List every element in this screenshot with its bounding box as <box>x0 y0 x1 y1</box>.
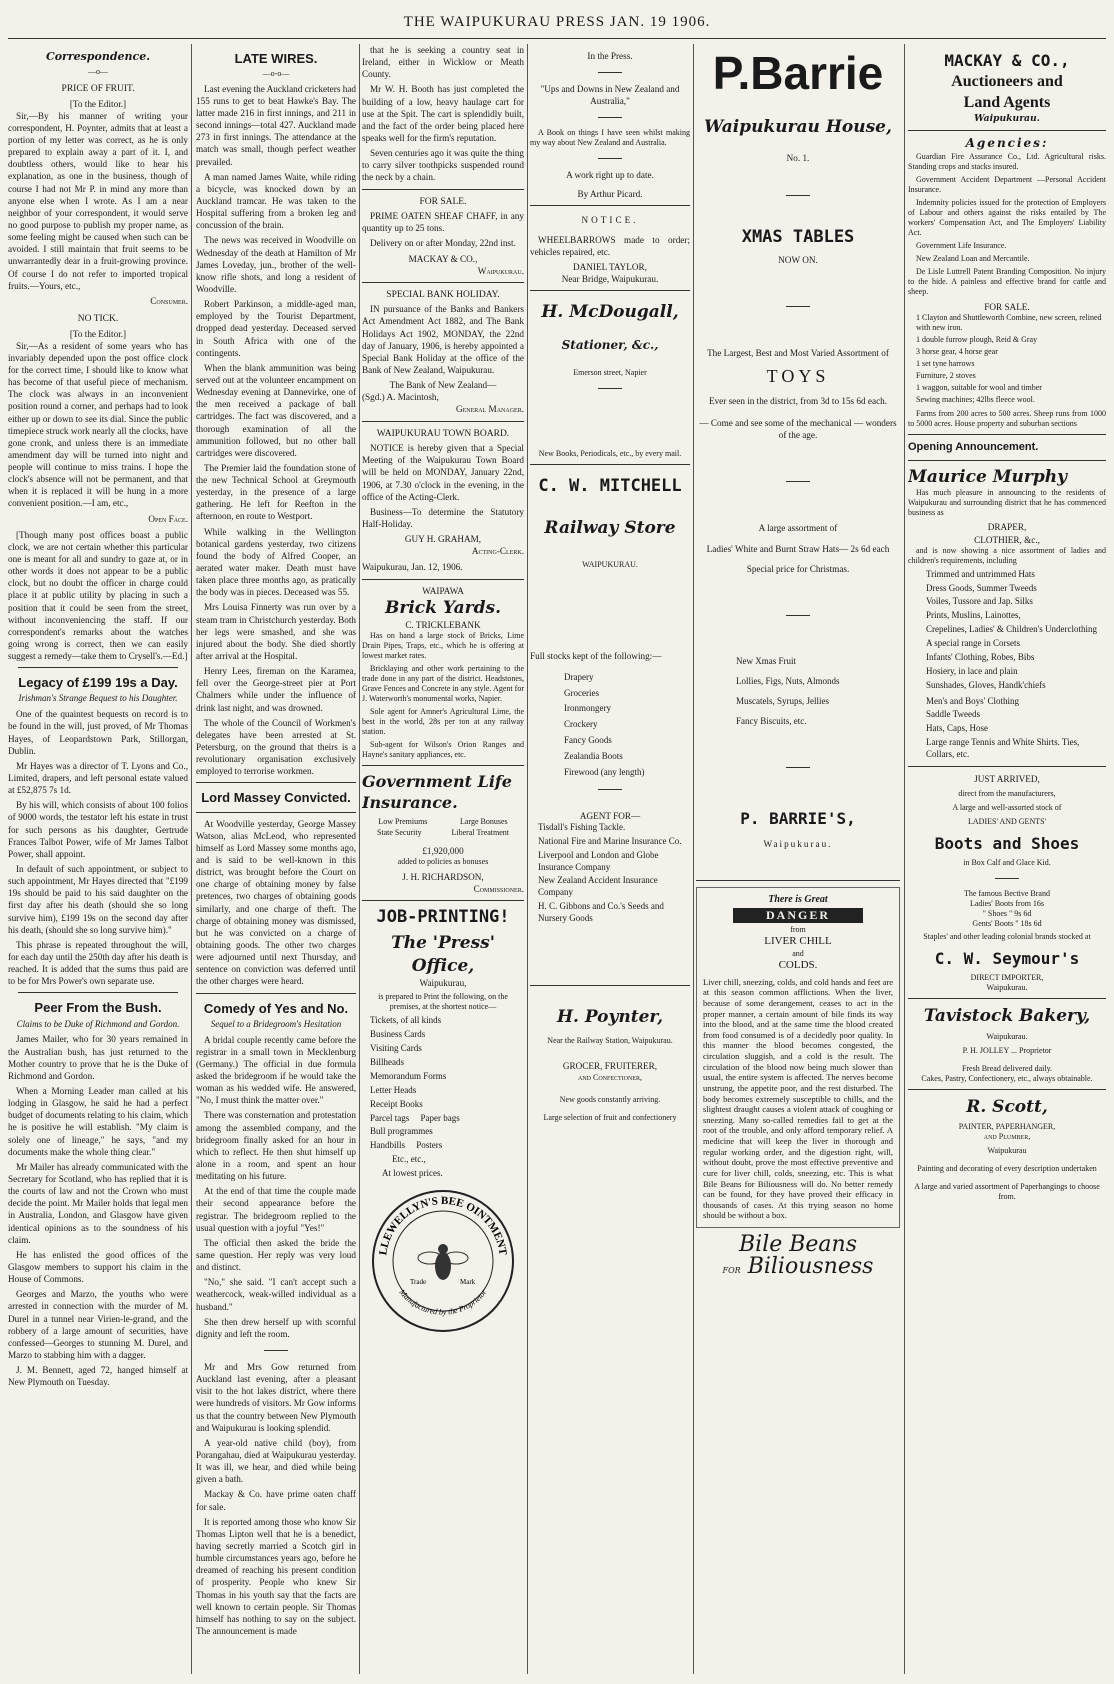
paragraph: James Mailer, who for 30 years remained in the Australian bush, has just returned to the Mother country to prove that he is the Duke of Richmond and Gordon. <box>8 1034 188 1081</box>
short-divider <box>598 158 622 159</box>
ad-line: CLOTHIER, &c., <box>974 534 1040 545</box>
ad-subtitle: and Confectioner, <box>577 1072 642 1082</box>
ad-line: PAINTER, PAPERHANGER, <box>958 1122 1056 1132</box>
list-item: Saddle Tweeds <box>926 709 980 720</box>
ad-line: Ever seen in the district, from 3d to 15s 6d each. <box>708 396 888 407</box>
list-item: Memorandum Forms <box>370 1070 447 1081</box>
column-1 <box>8 44 188 1674</box>
bile-logo-4: Biliousness <box>747 1254 874 1280</box>
short-divider <box>598 72 622 73</box>
column-rule <box>693 44 694 1674</box>
paragraph: One of the quaintest bequests on record is to be found in the will, just proved, of Mr Thomas Hayes, of Leopardstown Park, Stillorgan, Dublin. <box>8 709 188 756</box>
ad-body: New Zealand Loan and Mercantile. <box>916 254 1030 264</box>
article-title: Legacy of £199 19s a Day. <box>18 675 178 691</box>
seal-trade: Trade <box>410 1277 427 1286</box>
ad-place: Waipukurau. <box>763 838 833 849</box>
ad-line: A work right up to date. <box>566 170 654 181</box>
ad-subtitle: Stationer, &c., <box>561 337 659 352</box>
ad-title: FOR SALE. <box>419 196 467 207</box>
signer: GUY H. GRAHAM, <box>404 534 482 545</box>
divider <box>530 290 690 291</box>
ad-body: Large selection of fruit and confectionery <box>543 1112 677 1122</box>
divider <box>908 766 1106 767</box>
column-rule <box>904 44 905 1674</box>
divider <box>362 900 524 901</box>
short-divider <box>786 195 810 196</box>
bile-liver: LIVER CHILL <box>764 935 832 948</box>
paragraph: This phrase is repeated throughout the will, for each day until the 250th day after his death is reached. It is added that the sums thus paid are to be for Mrs Power's own separate use. <box>8 939 188 987</box>
ad-title: Insurance. <box>362 793 458 813</box>
ad-body: De Lisle Luttrell Patent Branding Composition. No injury to the hide. A painless and effective brand for cattle and sheep. <box>908 267 1106 297</box>
ad-body: Government Life Insurance. <box>916 241 1007 251</box>
paragraph: The official then asked the bride the same question. Her reply was very loud and distinct. <box>196 1237 356 1273</box>
short-divider <box>786 615 810 616</box>
ad-title: AGENT FOR— <box>579 810 641 821</box>
editor-note: [Though many post offices boast a public clock, we are not certain whether this particular one is meant for all and sundry to gaze at, or in other words it does not appear to be a public clock, but no doubt the officer in charge could place it at public utility by placing in such a position that it could be seen from the street, without inconveniencing the staff. If our correspondent's remarks about the watches going wrong is correct, then we can easily suggest a remedy—take them to Crysell's.—Ed.] <box>8 529 188 662</box>
ad-body: Business—To determine the Statutory Half-Holiday. <box>362 506 524 529</box>
letter-body: Sir,—As a resident of some years who has invariably depended upon the post office clock for the correct time, I should like to know what has become of that useful piece of mechanism. The clock was always in an inconvenient position round a corner, and perhaps had to look either up or down to see its dial. Since the public timepiece struck work nearly all the clocks, have gone cronk, and unless there is an immediate amendment day will be turned into night and people will continue to miss trains. I hope the clock's absence will not be permanent, and that when it is replaced it will be hung in a more convenient position.—I am, etc., <box>8 340 188 509</box>
ad-body: Guardian Fire Assurance Co., Ltd. Agricultural risks. Standing crops and stacks insured. <box>908 152 1106 172</box>
paragraph: The whole of the Council of Workmen's delegates have been arrested at St. Petersburg, on the ground that theirs is a revolutionary organisation exclusively employed to terrorise workmen. <box>196 717 356 777</box>
ad-place: Waipukurau. <box>477 265 524 276</box>
ad-title: Boots and Shoes <box>934 834 1080 854</box>
bile-logo-3: FOR <box>722 1266 741 1276</box>
list-item: Etc., etc., <box>392 1154 426 1165</box>
article-subtitle: Sequel to a Bridegroom's Hesitation <box>210 1018 342 1029</box>
list-item: 1 waggon, suitable for wool and timber <box>916 383 1042 393</box>
list-item: A special range in Corsets <box>926 638 1020 649</box>
divider <box>196 993 356 994</box>
feature: Liberal Treatment <box>451 828 510 837</box>
ad-line: Cakes, Pastry, Confectionery, etc., always obtainable. <box>921 1073 1093 1083</box>
paragraph: A bridal couple recently came before the registrar in a small town in Mecklenburg (Germany.) The official in due formula asked the bridegroom if he would take the woman as his wedded wife. He answered, "No, I must think the matter over." <box>196 1034 356 1106</box>
ad-place: WAIPUKURAU. <box>582 559 638 569</box>
ad-title: Waipukurau House, <box>704 117 892 137</box>
paragraph: While walking in the Wellington botanical gardens yesterday, two citizens found the body of Alfred Cooper, an aerated water maker. Death must have taken place three months ago, as pratically the body was in pieces. Deceased was 55. <box>196 526 356 598</box>
ad-body: New Books, Periodicals, etc., by every mail. <box>538 448 682 458</box>
ad-subtitle: Railway Store <box>544 518 676 539</box>
ad-place: Near Bridge, Waipukurau. <box>561 274 659 285</box>
column-3 <box>362 44 524 1674</box>
bile-there: There is Great <box>768 893 828 905</box>
paragraph: Mr W. H. Booth has just completed the building of a low, heavy haulage cart for use at the Spit. The cart is splendidly built, and the fact of the order being placed here speaks well for the firm's reputation. <box>362 84 524 143</box>
ad-place: Waipukurau. <box>986 1031 1028 1041</box>
feature: Large Bonuses <box>460 817 508 827</box>
divider <box>362 282 524 283</box>
feature: Low Premiums <box>378 817 428 827</box>
paragraph: At the end of that time the couple made their second appearance before the registrar. The bridegroom replied to the usual question with a joyful "Yes!" <box>196 1186 356 1233</box>
ad-place: WAIPAWA <box>422 585 464 596</box>
bile-logo-2: Beans <box>789 1232 858 1258</box>
ad-title: The 'Press' Office, <box>391 933 495 976</box>
ad-author: By Arthur Picard. <box>577 188 643 199</box>
list-item: Letter Heads <box>370 1084 417 1095</box>
xmas-heading: XMAS TABLES <box>741 226 855 247</box>
paragraph: Mr and Mrs Gow returned from Auckland last evening, after a pleasant visit to the hot lakes district, where there were hundreds of visitors. Mr Gow informs us that the country between New Plymouth and Waipukurau is looking splendid. <box>196 1361 356 1433</box>
list-item: 1 set tyne harrows <box>916 359 975 369</box>
ad-title: P. BARRIE'S, <box>740 809 856 829</box>
feature-row <box>362 828 524 839</box>
ornament: —o— <box>88 66 108 76</box>
ad-line: direct from the manufacturers, <box>958 789 1056 799</box>
ad-body: New goods constantly arriving. <box>559 1094 661 1104</box>
signer-role: General Manager. <box>455 404 524 415</box>
list-item: Hats, Caps, Hose <box>926 723 988 734</box>
ad-title: SPECIAL BANK HOLIDAY. <box>386 289 500 300</box>
ad-line: The Largest, Best and Most Varied Assortment of <box>707 348 889 359</box>
list-item: Sunshades, Gloves, Handk'chiefs <box>926 679 1046 690</box>
list-item: Parcel tags Paper bags <box>370 1112 460 1123</box>
ad-line: A large and varied assortment of Paperhangings to choose from. <box>914 1182 1100 1202</box>
divider <box>530 205 690 206</box>
short-divider <box>995 878 1019 879</box>
paragraph: Henry Lees, fireman on the Karamea, fell over the George-street pier at Port Chalmers while under the influence of drink last night, and was drowned. <box>196 666 356 713</box>
ad-body: Has much pleasure in announcing to the residents of Waipukurau and surrounding district that he has commenced business as <box>908 488 1106 518</box>
book-title: "Ups and Downs in New Zealand and Australia," <box>540 84 680 107</box>
paragraph: Mr Hayes was a director of T. Lyons and Co., Limited, drapers, and left personal estate valued at £52,875 7s 1d. <box>8 760 188 796</box>
divider <box>362 189 524 190</box>
divider <box>908 460 1106 461</box>
ad-line: Fresh Bread delivered daily. <box>961 1063 1053 1073</box>
ad-body: and is now showing a nice assortment of ladies and children's requirements, including <box>908 545 1106 565</box>
article-title: LATE WIRES. <box>234 51 318 66</box>
paragraph: "No," she said. "I can't accept such a weathercock, weak-willed individual as a husband." <box>196 1277 356 1312</box>
paragraph: At Woodville yesterday, George Massey Watson, alias McLeod, who represented himself as Lord Massey some months ago, and is said to be well-known in this district, was brought before the Court on one charge of obtaining money by false pretences, two charges of obtaining goods similarly, and one charge of theft. The charge of obtaining money was dismissed, but he was convicted on a charge of obtaining goods. The other two charges were adjourned until next Thursday, and sentence on conviction was deferred until the other charges were heard. <box>196 818 356 987</box>
article-title: Peer From the Bush. <box>34 1000 162 1016</box>
list-item: Hosiery, in lace and plain <box>926 665 1018 676</box>
list-item: Zealandia Boots <box>564 751 623 762</box>
ad-body: Farms from 200 acres to 500 acres. Sheep runs from 1000 to 5000 acres. House property and suburban sections <box>908 409 1106 429</box>
salutation: [To the Editor.] <box>69 98 127 109</box>
list-item: Prints, Muslins, Lainottes, <box>926 610 1021 621</box>
ad-line: DIRECT IMPORTER, <box>970 973 1044 983</box>
signer: A. Macintosh, <box>386 392 439 403</box>
bee-icon <box>418 1244 468 1280</box>
paragraph: Seven centuries ago it was quite the thing to carry silver toothpicks suspended round the neck by a chain. <box>362 148 524 183</box>
list-item: Fancy Biscuits, etc. <box>736 715 807 726</box>
ad-firm: MACKAY & CO., <box>408 253 478 264</box>
divider <box>362 421 524 422</box>
list-item: Trimmed and untrimmed Hats <box>926 568 1035 579</box>
list-item: Sewing machines; 42lbs fleece wool. <box>916 395 1035 405</box>
divider <box>908 1089 1106 1090</box>
ad-line: LADIES' AND GENTS' <box>968 817 1046 827</box>
amount: £1,920,000 <box>422 845 464 856</box>
list-item: Firewood (any length) <box>564 766 645 777</box>
article-subtitle: Irishman's Strange Bequest to his Daughter. <box>18 693 178 704</box>
short-divider <box>598 388 622 389</box>
paragraph: Mackay & Co. have prime oaten chaff for sale. <box>196 1489 356 1512</box>
bile-logo-1: Bile <box>738 1232 783 1258</box>
list-item: 3 horse gear, 4 horse gear <box>916 347 998 357</box>
article-title: Lord Massey Convicted. <box>201 790 351 806</box>
ad-place: Near the Railway Station, Waipukurau. <box>547 1036 673 1046</box>
ad-line: in Box Calf and Glace Kid. <box>963 858 1051 868</box>
paragraph: She then drew herself up with scornful dignity and left the room. <box>196 1316 356 1339</box>
ad-place: Waipukurau. <box>986 983 1028 993</box>
bile-colds: COLDS. <box>778 958 818 971</box>
list-item: National Fire and Marine Insurance Co. <box>538 835 682 846</box>
column-rule <box>191 44 192 1674</box>
ad-line: A large and well-assorted stock of <box>952 803 1062 813</box>
ad-name: C. TRICKLEBANK <box>405 620 481 631</box>
list-item: Large range Tennis and White Shirts. Ties, Collars, etc. <box>926 737 1080 760</box>
list-item: 1 double furrow plough, Reid & Gray <box>916 335 1038 345</box>
bile-body: Liver chill, sneezing, colds, and cold hands and feet are at this season common afflictions. When the liver, because of some derangement, ceases to act in the proper manner, a certain amount of bile finds its way into the blood, and at the same time the blood created from food consumed is of a decidedly poor quality. In this manner the blood becomes congested, the circulation sluggish, and a cold is the result. The circulation of the blood now being much slower than usual, the entire system is affected. The nerves become unstrung, the appetite poor, and the rest disturbed. The body becomes extremely susceptible to chills, and the slightest draught causes a violent attack of coughing or sneezing. Many so-called remedies fail to get at the root of the trouble, and only afford temporary relief. A medicine that will keep the liver in thorough and regular working order, and the digestion right, will, without doubt, prove the most effective preventive and cure for liver chill, colds, sneezing, etc. This is what Bile Beans for Biliousness will do. No better remedy can be found, for they have proved their efficacy in thousands of cases. At this trying season no home should be without a box. <box>703 976 893 1221</box>
seal-mark: Mark <box>460 1277 476 1286</box>
paragraph: J. M. Bennett, aged 72, hanged himself at New Plymouth on Tuesday. <box>8 1365 188 1388</box>
seal-bottom-text: Manufactured by the Proprietor <box>397 1287 489 1317</box>
ad-body: NOTICE is hereby given that a Special Meeting of the Waipukurau Town Board will be held on MONDAY, January 22nd, 1906, at 7.30 o'clock in the evening, in the office of the Acting-Clerk. <box>362 443 524 502</box>
list-item: Tickets, of all kinds <box>370 1015 442 1026</box>
seal-text: LLEWELLYN'S BEE OINTMENT <box>377 1194 509 1256</box>
ad-body: Delivery on or after Monday, 22nd inst. <box>370 238 516 249</box>
ad-title: Maurice Murphy <box>908 466 1067 487</box>
ad-body: PRIME OATEN SHEAF CHAFF, in any quantity up to 25 tons. <box>362 211 524 234</box>
list-item: Infants' Clothing, Robes, Bibs <box>926 651 1035 662</box>
ad-body: IN pursuance of the Banks and Bankers Act Amendment Act 1882, and The Bank Holidays Act 1902, MONDAY, the 22nd day of January, 1906, is hereby appointed a Special Bank Holiday at the office of the Bank of New Zealand, Waipukurau. <box>362 304 524 376</box>
paragraph: When the blank ammunition was being served out at the volunteer encampment on Wednesday evening at Dannevirke, one of the men received a package of ball cartridges. The fact was discovered, and a thorough examination of all the ammunition followed, but no other ball cartridges were discovered. <box>196 362 356 458</box>
letter-signature: Open Face. <box>148 513 188 524</box>
feature: State Security <box>376 828 422 837</box>
divider <box>362 765 524 766</box>
ad-title: JUST ARRIVED, <box>974 773 1040 784</box>
list-item: Bull programmes <box>370 1126 433 1137</box>
ad-line: The famous Bective Brand <box>964 889 1050 899</box>
divider <box>908 998 1106 999</box>
letter-body: Sir,—By his manner of writing your correspondent, H. Poynter, admits that at least a portion of my letter was correct, as he is only prepared to explain away a part of it. I, and doubtless others, would like to hear his explanation, as one in the business, though of course I had not Mr P. in mind any more than anyone else when I wrote. As I am a near neighbor of your correspondent, it would serve no good purpose to publish my proper name, as some feeling might be caused when such can be avoided. I still maintain that fruit seems to be unwarrantedly dear in a fruit-growing province. Of course I do not refer to imported tropical fruits.—Yours, etc., <box>8 110 188 291</box>
ad-title: FOR SALE. <box>984 302 1030 313</box>
bee-ointment-seal <box>362 1186 524 1339</box>
list-item: Muscatels, Syrups, Jellies <box>736 695 829 706</box>
ad-subtitle: GROCER, FRUITERER, <box>562 1061 658 1072</box>
paragraph: He has enlisted the good offices of the Glasgow members to support his claim in the House of Commons. <box>8 1249 188 1285</box>
divider <box>696 880 900 881</box>
divider <box>908 130 1106 131</box>
barrie-logo: P.Barrie <box>712 47 884 99</box>
list-item: Dress Goods, Summer Tweeds <box>926 582 1037 593</box>
list-item: New Zealand Accident Insurance Company <box>538 875 658 898</box>
signer: J. H. RICHARDSON, <box>402 871 484 882</box>
ad-body: Sole agent for Amner's Agricultural Lime, the best in the world, 28s per ton at any railway station. <box>362 707 524 737</box>
ad-title: C. W. MITCHELL <box>538 475 682 496</box>
list-item: Crockery <box>564 719 598 730</box>
letter-signature: Consumer. <box>150 295 188 306</box>
ad-title: R. Scott, <box>966 1096 1048 1117</box>
ad-title: NOTICE. <box>581 214 639 225</box>
ad-title: Brick Yards. <box>385 597 501 618</box>
ad-title: H. Poynter, <box>556 1006 664 1027</box>
signer-role: Commissioner. <box>473 883 524 894</box>
column-6 <box>908 44 1106 1674</box>
sgd-label: (Sgd.) <box>362 392 385 403</box>
bile-beans-ad <box>696 887 900 1228</box>
short-divider <box>598 789 622 790</box>
ad-title: H. McDougall, <box>541 302 679 323</box>
list-item: Visiting Cards <box>370 1043 422 1054</box>
ad-place: Emerson street, Napier <box>573 367 647 377</box>
signer-role: Acting-Clerk. <box>471 546 524 557</box>
list-item: Lollies, Figs, Nuts, Almonds <box>736 675 840 686</box>
ad-line: P. H. JOLLEY ... Proprietor <box>962 1045 1052 1055</box>
ad-title: Opening Announcement. <box>908 441 1039 454</box>
short-divider <box>598 117 622 118</box>
ad-title: MACKAY & CO., <box>944 51 1070 70</box>
short-divider <box>786 767 810 768</box>
column-5 <box>696 44 900 1674</box>
ad-place: Waipukurau. <box>974 113 1040 125</box>
divider <box>196 782 356 783</box>
ad-body: WHEELBARROWS made to order; vehicles repaired, etc. <box>530 234 690 257</box>
ad-body: Sub-agent for Wilson's Orion Ranges and Hayne's sanitary appliances, etc. <box>362 740 524 760</box>
ad-line: Ladies' White and Burnt Straw Hats— 2s 6d each <box>706 543 890 554</box>
ad-body: Indemnity policies issued for the protection of Employers of Labour and others against the risks entailed by The workers' Compensation Act, and The Employers' Liability Act. <box>908 198 1106 238</box>
ad-title: Tavistock Bakery, <box>923 1006 1091 1027</box>
paragraph: The news was received in Woodville on Wednesday of the death at Hamilton of Mr James Loveday, jun., brother of the well-know rifle shots, and long a resident of Woodville. <box>196 235 356 294</box>
paragraph: In default of such appointment, or subject to such appointment, Mr Hayes directed that "£199 19s should be paid to his said daughter on the first day after his death (should she so long survive him), £199 19s on the second day after his death, (should she so long survive him)." <box>8 864 188 935</box>
paragraph: There was consternation and protestation among the assembled company, and the bridegroom finally asked for an hour in which to reflect. He then shut himself up alone in a room, and spent an hour meditating on his future. <box>196 1110 356 1182</box>
paragraph: By his will, which consists of about 100 folios of 9000 words, the testator left his estate in trust for such persons as his daughter, Gertrude Frances Talbot Power, wife of Mr James Talbot Power, shall appoint. <box>8 800 188 859</box>
ad-line: No. 1. <box>786 153 810 164</box>
paragraph: that he is seeking a country seat in Ireland, either in Wicklow or Meath County. <box>362 45 524 80</box>
ad-title: Government Life <box>362 772 512 792</box>
paragraph: When a Morning Leader man called at his lodging in Glasgow, he said he had a perfect budget of documents relating to his claim, which he is positive he will establish. "My claim is solely one of lineage," he says, "and my documents make the whole thing clear." <box>8 1086 188 1157</box>
column-rule <box>359 44 360 1674</box>
list-item: H. C. Gibbons and Co.'s Seeds and Nursery Goods <box>538 901 664 924</box>
article-subtitle: Claims to be Duke of Richmond and Gordon. <box>16 1018 180 1029</box>
ad-subtitle: Land Agents <box>963 94 1051 112</box>
svg-text:Manufactured by the Proprietor <box>397 1287 489 1317</box>
ad-line: Staples' and other leading colonial brands stocked at <box>923 932 1091 942</box>
ad-place: Waipukurau <box>987 1146 1027 1156</box>
toys-heading: TOYS <box>766 366 830 387</box>
ad-line: NOW ON. <box>778 255 818 266</box>
top-rule <box>8 38 1106 39</box>
ad-line: Special price for Christmas. <box>746 563 850 574</box>
ad-line: — Come and see some of the mechanical — wonders of the age. <box>699 418 897 441</box>
list-item: At lowest prices. <box>382 1168 443 1179</box>
list-item: Ironmongery <box>564 703 611 714</box>
paragraph: It is reported among those who know Sir Thomas Lipton well that he is a benedict, having secretly married a Scotch girl in humble circumstances years ago, before he dreamed of reaching his present condition of prosperity. People who knew Sir Thomas in his youth say that the facts are well known to certain people. Sir Thomas himself has nothing to say on the subject. The announcement is made <box>196 1516 356 1636</box>
letter-title: NO TICK. <box>77 313 119 324</box>
ad-line: DRAPER, <box>987 522 1027 533</box>
masthead: THE WAIPUKURAU PRESS JAN. 19 1906. <box>403 14 711 30</box>
ad-body: A Book on things I have seen whilst making my way about New Zealand and Australia. <box>530 128 690 148</box>
bile-danger: DANGER <box>733 908 863 923</box>
article-title: Comedy of Yes and No. <box>203 1000 349 1016</box>
ad-name: DANIEL TAYLOR, <box>573 262 647 273</box>
paragraph: Robert Parkinson, a middle-aged man, employed by the Tourist Department, dropped dead yesterday. Deceased served in South Africa with one of the contingents. <box>196 299 356 358</box>
paragraph: A man named James Waite, while riding a bicycle, was knocked down by an Auckland tramcar. He was taken to the Hospital suffering from a broken leg and concussion of the brain. <box>196 171 356 231</box>
ad-line: A large assortment of <box>758 523 838 534</box>
ad-subtitle: Auctioneers and <box>951 73 1063 91</box>
ad-subtitle: Agencies: <box>965 136 1049 151</box>
list-item: 1 Clayton and Shuttleworth Combine, new screen, relined with new iron. <box>916 313 1102 333</box>
list-item: Liverpool and London and Globe Insurance Company <box>538 849 659 872</box>
column-2 <box>196 44 356 1674</box>
column-4 <box>530 44 690 1674</box>
divider <box>530 464 690 465</box>
ad-place: Waipukurau, <box>419 978 467 989</box>
list-item: Tisdall's Fishing Tackle. <box>538 821 626 832</box>
ad-body: Bricklaying and other work pertaining to the trade done in any part of the district. Headstones, Grave Fences and Concrete in any style. Agent for J. Waterworth's monumental works, Napier. <box>362 664 524 704</box>
ad-title: In the Press. <box>587 51 633 61</box>
bile-and: and <box>792 948 804 958</box>
price-list: Ladies' Boots from 16s " Shoes " 9s 6d Gents' Boots " 18s 6d <box>969 899 1045 929</box>
divider <box>908 434 1106 435</box>
ad-body: Has on hand a large stock of Bricks, Lime Drain Pipes, Traps, etc., which he is offering at lowest market rates. <box>362 631 524 661</box>
list-item: Billheads <box>370 1057 404 1068</box>
divider <box>196 812 356 813</box>
list-item: Fancy Goods <box>564 735 612 746</box>
ad-body: Full stocks kept of the following:— <box>530 650 662 661</box>
list-item: Receipt Books <box>370 1098 423 1109</box>
list-item: Men's and Boys' Clothing <box>926 695 1019 706</box>
salutation: [To the Editor.] <box>69 328 127 339</box>
amount-note: added to policies as bonuses <box>397 856 489 866</box>
divider <box>18 667 178 668</box>
ad-title: WAIPUKURAU TOWN BOARD. <box>376 428 510 439</box>
divider <box>530 985 690 986</box>
list-item: Groceries <box>564 687 599 698</box>
ad-line: and Plumber, <box>983 1132 1031 1142</box>
list-item: New Xmas Fruit <box>736 655 796 666</box>
short-divider <box>786 481 810 482</box>
list-item: Furniture, 2 stoves <box>916 371 976 381</box>
divider <box>18 992 178 993</box>
ad-title: C. W. Seymour's <box>934 949 1080 969</box>
ornament: —o-o— <box>262 69 290 79</box>
column-rule <box>527 44 528 1674</box>
divider <box>362 579 524 580</box>
paragraph: Mrs Louisa Finnerty was run over by a steam tram in Christchurch yesterday. Both her legs were smashed, and she was injured about the body. She died shortly after arrival at the Hospital. <box>196 602 356 662</box>
paragraph: Georges and Marzo, the youths who were arrested in connection with the murder of M. Durel in a tunnel near Virien-le-grand, and the robbery of a large amount of securities, have confessed—Georges to stunning M. Durel, and Marzo to stabbing him with a dagger. <box>8 1289 188 1360</box>
bile-logo <box>696 1234 900 1278</box>
paragraph: A year-old native child (boy), from Porangahau, died at Waipukurau yesterday. It was ill, we hear, and died while being given a bath. <box>196 1437 356 1485</box>
ad-line: Painting and decorating of every description undertaken <box>917 1164 1097 1174</box>
ad-line: The Bank of New Zealand— <box>389 380 497 391</box>
ad-title: JOB-PRINTING! <box>376 906 510 927</box>
list-item: Crepelines, Ladies' & Children's Underclothing <box>926 624 1097 635</box>
list-item: Business Cards <box>370 1029 426 1040</box>
ad-signature-line <box>362 391 524 403</box>
list-item: Voiles, Tussore and Jap. Silks <box>926 596 1033 607</box>
ad-body: is prepared to Print the following, on the premises, at the shortest notice— <box>378 992 508 1012</box>
correspondence-heading: Correspondence. <box>45 50 151 63</box>
short-divider <box>264 1350 288 1351</box>
feature-row <box>362 817 524 828</box>
paragraph: Mr Mailer has already communicated with the Secretary for Scotland, who has replied that it is the courts of law and not the Crown who must decide the point. Mr Mailer holds that legal men in Australia, London, and Glasgow have given identical opinions as to the soundness of his claim. <box>8 1161 188 1245</box>
short-divider <box>786 306 810 307</box>
ad-date: Waipukurau, Jan. 12, 1906. <box>362 562 463 573</box>
paragraph: Last evening the Auckland cricketers had 155 runs to get to beat Hawke's Bay. The latter made 216 in first innings, and 211 in second innings—total 427. Auckland made 273 in first innings. The attendance at the match was small, though perfect weather prevailed. <box>196 83 356 167</box>
list-item: Drapery <box>564 671 594 682</box>
letter-title: PRICE OF FRUIT. <box>61 84 135 95</box>
ad-body: Government Accident Department —Personal Accident Insurance. <box>908 175 1106 195</box>
bile-from: from <box>790 925 806 935</box>
list-item: Handbills Posters <box>370 1140 443 1151</box>
paragraph: The Premier laid the foundation stone of the new Technical School at Greymouth yesterday, in the presence of a large gathering. He left for Reefton in the afternoon, en route to Westport. <box>196 462 356 522</box>
